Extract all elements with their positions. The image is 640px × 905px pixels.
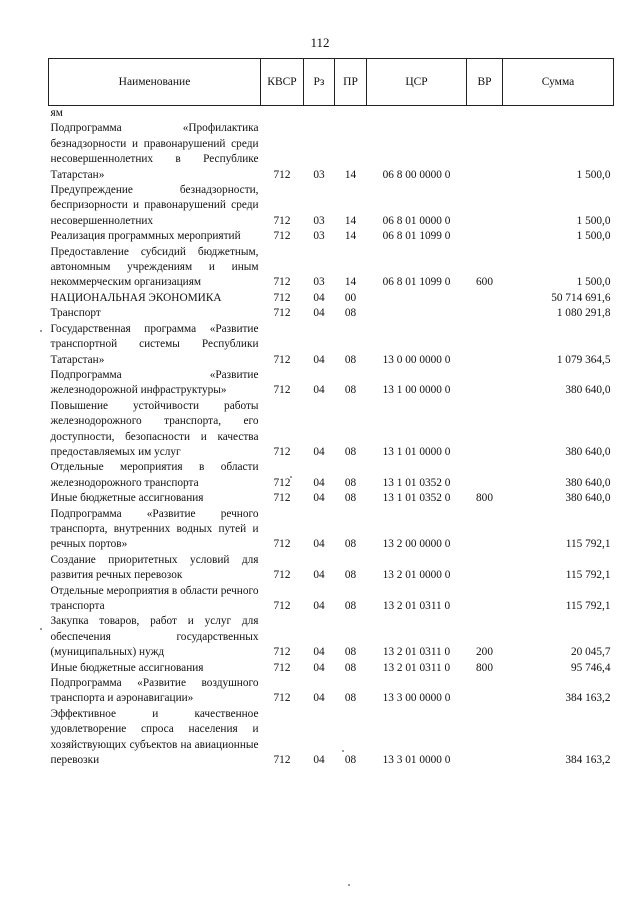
cell-kvsr: 712 <box>273 214 291 227</box>
cell-csr: 06 8 01 1099 0 <box>382 230 451 243</box>
cell-name: Закупка товаров, работ и услуг для обеспечения государственных (муниципальных) нужд <box>50 615 259 659</box>
budget-table <box>48 58 614 768</box>
scan-speck <box>290 476 292 478</box>
cell-rz: 03 <box>313 230 325 243</box>
cell-sum: 380 640,0 <box>565 384 611 397</box>
cell-name: Предупреждение безнадзорности, беспризорности и правонарушений среди несовершеннолетних <box>50 184 259 227</box>
cell-csr: 13 2 01 0311 0 <box>382 646 451 659</box>
cell-vr <box>467 183 503 229</box>
cell-name: Отдельные мероприятия в области железнодорожного транспорта <box>50 461 259 489</box>
cell-csr: 13 0 00 0000 0 <box>382 353 451 366</box>
cell-sum: 384 163,2 <box>565 754 611 767</box>
cell-sum: 384 163,2 <box>565 692 611 705</box>
cell-kvsr: 712 <box>273 476 291 489</box>
cell-kvsr: 712 <box>273 353 291 366</box>
cell-pr: 08 <box>344 646 357 659</box>
cell-kvsr: 712 <box>273 569 291 582</box>
cell-csr: 06 8 01 1099 0 <box>382 276 451 289</box>
cell-rz: 04 <box>313 307 325 320</box>
table-row <box>49 106 614 122</box>
cell-vr: 600 <box>476 276 493 289</box>
cell-csr: 13 2 01 0000 0 <box>382 569 451 582</box>
cell-rz <box>304 106 335 122</box>
cell-pr: 08 <box>344 384 357 397</box>
cell-rz: 04 <box>313 291 325 304</box>
table-row <box>49 661 614 676</box>
cell-vr <box>467 106 503 122</box>
cell-csr: 13 1 01 0000 0 <box>382 445 451 458</box>
table-row <box>49 291 614 306</box>
cell-rz: 03 <box>313 276 325 289</box>
scan-speck <box>40 330 42 332</box>
table-row <box>49 322 614 368</box>
cell-rz: 04 <box>313 661 325 674</box>
cell-vr <box>467 676 503 707</box>
cell-rz: 04 <box>313 754 325 767</box>
header-pr: ПР <box>335 59 367 106</box>
cell-vr: 800 <box>476 661 493 674</box>
cell-csr <box>367 291 467 306</box>
cell-name: Государственная программа «Развитие транспортной системы Республики Татарстан» <box>50 322 259 366</box>
table-row <box>49 183 614 229</box>
cell-rz: 03 <box>313 214 325 227</box>
cell-pr: 08 <box>344 492 357 505</box>
cell-name: ям <box>50 107 63 119</box>
cell-kvsr: 712 <box>273 384 291 397</box>
cell-kvsr: 712 <box>273 168 291 181</box>
cell-pr: 14 <box>344 168 357 181</box>
cell-pr: 08 <box>344 445 357 458</box>
table-row <box>49 229 614 244</box>
cell-sum: 380 640,0 <box>565 492 611 505</box>
cell-rz: 04 <box>313 569 325 582</box>
cell-vr <box>467 707 503 769</box>
cell-sum: 1 500,0 <box>576 276 611 289</box>
table-row <box>49 399 614 461</box>
cell-vr: 800 <box>476 492 493 505</box>
cell-sum: 20 045,7 <box>570 646 611 659</box>
cell-name: Подпрограмма «Развитие железнодорожной инфраструктуры» <box>50 368 259 397</box>
cell-name: Иные бюджетные ассигнования <box>50 661 204 674</box>
table-row <box>49 707 614 769</box>
cell-kvsr: 712 <box>273 307 291 320</box>
cell-pr: 08 <box>344 476 357 489</box>
header-name: Наименование <box>49 59 261 106</box>
cell-rz: 04 <box>313 692 325 705</box>
cell-rz: 04 <box>313 445 325 458</box>
cell-csr <box>367 306 467 321</box>
cell-sum: 380 640,0 <box>565 476 611 489</box>
cell-kvsr: 712 <box>273 538 291 551</box>
page-number: 112 <box>310 35 330 50</box>
cell-sum: 115 792,1 <box>565 600 611 612</box>
cell-rz: 04 <box>313 476 325 489</box>
cell-vr <box>467 306 503 321</box>
cell-vr: 200 <box>476 646 493 659</box>
cell-sum: 1 079 364,5 <box>556 353 611 366</box>
cell-pr: 08 <box>344 538 357 551</box>
cell-vr <box>467 460 503 491</box>
cell-vr <box>467 229 503 244</box>
cell-kvsr: 712 <box>273 445 291 458</box>
cell-name: Отдельные мероприятия в области речного транспорта <box>50 584 259 612</box>
cell-name: Предоставление субсидий бюджетным, автономным учреждениям и иным некоммерческим организациям <box>50 245 259 289</box>
table-row <box>49 676 614 707</box>
cell-kvsr: 712 <box>273 600 291 612</box>
cell-pr: 14 <box>344 276 357 289</box>
cell-sum: 115 792,1 <box>565 569 611 582</box>
cell-csr: 13 1 01 0352 0 <box>382 492 451 505</box>
cell-name: Транспорт <box>50 307 101 320</box>
cell-csr: 13 2 00 0000 0 <box>382 538 451 551</box>
cell-kvsr: 712 <box>273 492 291 505</box>
cell-name: Эффективное и качественное удовлетворение спроса населения и хозяйствующих субъектов на авиационные перевозки <box>50 707 259 767</box>
cell-sum <box>503 106 614 122</box>
cell-vr <box>467 291 503 306</box>
header-vr: ВР <box>467 59 503 106</box>
cell-pr: 08 <box>344 353 357 366</box>
cell-csr: 06 8 01 0000 0 <box>382 214 451 227</box>
cell-pr: 14 <box>344 230 357 243</box>
table-row <box>49 245 614 291</box>
cell-kvsr: 712 <box>273 646 291 659</box>
cell-csr: 13 2 01 0311 0 <box>382 600 451 612</box>
cell-rz: 04 <box>313 646 325 659</box>
cell-rz: 04 <box>313 600 325 612</box>
cell-rz: 04 <box>313 353 325 366</box>
table-row <box>49 614 614 660</box>
cell-sum: 1 500,0 <box>576 230 611 243</box>
table-row <box>49 306 614 321</box>
table-row <box>49 553 614 584</box>
cell-name: Подпрограмма «Развитие речного транспорта, внутренних водных путей и речных портов» <box>50 507 259 551</box>
cell-vr <box>467 322 503 368</box>
cell-sum: 1 500,0 <box>576 168 611 181</box>
cell-rz: 04 <box>313 384 325 397</box>
cell-kvsr <box>261 106 304 122</box>
header-sum: Сумма <box>503 59 614 106</box>
cell-sum: 380 640,0 <box>565 445 611 458</box>
cell-rz: 03 <box>313 168 325 181</box>
table-row <box>49 121 614 183</box>
cell-name: Реализация программных мероприятий <box>50 230 241 243</box>
cell-name: Подпрограмма «Профилактика безнадзорности и правонарушений среди несовершеннолетних в Республике Татарстан» <box>50 122 259 181</box>
cell-sum: 1 080 291,8 <box>556 307 611 320</box>
table-row <box>49 491 614 506</box>
table-row <box>49 584 614 615</box>
cell-name: Иные бюджетные ассигнования <box>50 492 204 505</box>
cell-sum: 115 792,1 <box>565 538 611 551</box>
table-row <box>49 507 614 553</box>
cell-sum: 95 746,4 <box>570 661 611 674</box>
cell-pr: 08 <box>344 569 357 582</box>
header-kvsr: КВСР <box>261 59 304 106</box>
cell-sum: 50 714 691,6 <box>551 291 611 304</box>
cell-pr <box>335 106 367 122</box>
cell-name: Подпрограмма «Развитие воздушного транспорта и аэронавигации» <box>50 677 259 705</box>
cell-pr: 08 <box>344 600 357 612</box>
cell-pr: 08 <box>344 692 357 705</box>
cell-pr: 14 <box>344 214 357 227</box>
cell-pr: 08 <box>344 307 357 320</box>
cell-csr: 13 1 00 0000 0 <box>382 384 451 397</box>
cell-vr <box>467 553 503 584</box>
scan-speck <box>40 628 42 630</box>
cell-vr <box>467 368 503 399</box>
cell-vr <box>467 584 503 615</box>
cell-kvsr: 712 <box>273 754 291 767</box>
cell-csr: 13 2 01 0311 0 <box>382 661 451 674</box>
table-header-row <box>49 59 614 106</box>
cell-kvsr: 712 <box>273 276 291 289</box>
cell-vr <box>467 121 503 183</box>
cell-rz: 04 <box>313 538 325 551</box>
cell-pr: 08 <box>344 661 357 674</box>
cell-name: Повышение устойчивости работы железнодорожного транспорта, его доступности, безопасности и качества предоставляемых им услуг <box>50 399 259 458</box>
scan-speck <box>342 750 344 752</box>
cell-pr: 08 <box>344 754 357 767</box>
cell-csr: 13 3 00 0000 0 <box>382 692 451 705</box>
cell-csr: 13 1 01 0352 0 <box>382 476 451 489</box>
cell-name: НАЦИОНАЛЬНАЯ ЭКОНОМИКА <box>50 291 222 304</box>
cell-sum: 1 500,0 <box>576 214 611 227</box>
cell-kvsr: 712 <box>273 291 291 304</box>
cell-vr <box>467 507 503 553</box>
cell-kvsr: 712 <box>273 661 291 674</box>
cell-csr: 06 8 00 0000 0 <box>382 168 451 181</box>
cell-csr <box>367 106 467 122</box>
table-row <box>49 460 614 491</box>
scan-speck <box>348 884 350 886</box>
header-rz: Рз <box>304 59 335 106</box>
cell-kvsr: 712 <box>273 230 291 243</box>
cell-vr <box>467 399 503 461</box>
cell-name: Создание приоритетных условий для развития речных перевозок <box>50 553 259 582</box>
cell-rz: 04 <box>313 492 325 505</box>
cell-csr: 13 3 01 0000 0 <box>382 754 451 767</box>
cell-pr: 00 <box>344 291 357 304</box>
cell-kvsr: 712 <box>273 692 291 705</box>
header-csr: ЦСР <box>367 59 467 106</box>
table-row <box>49 368 614 399</box>
